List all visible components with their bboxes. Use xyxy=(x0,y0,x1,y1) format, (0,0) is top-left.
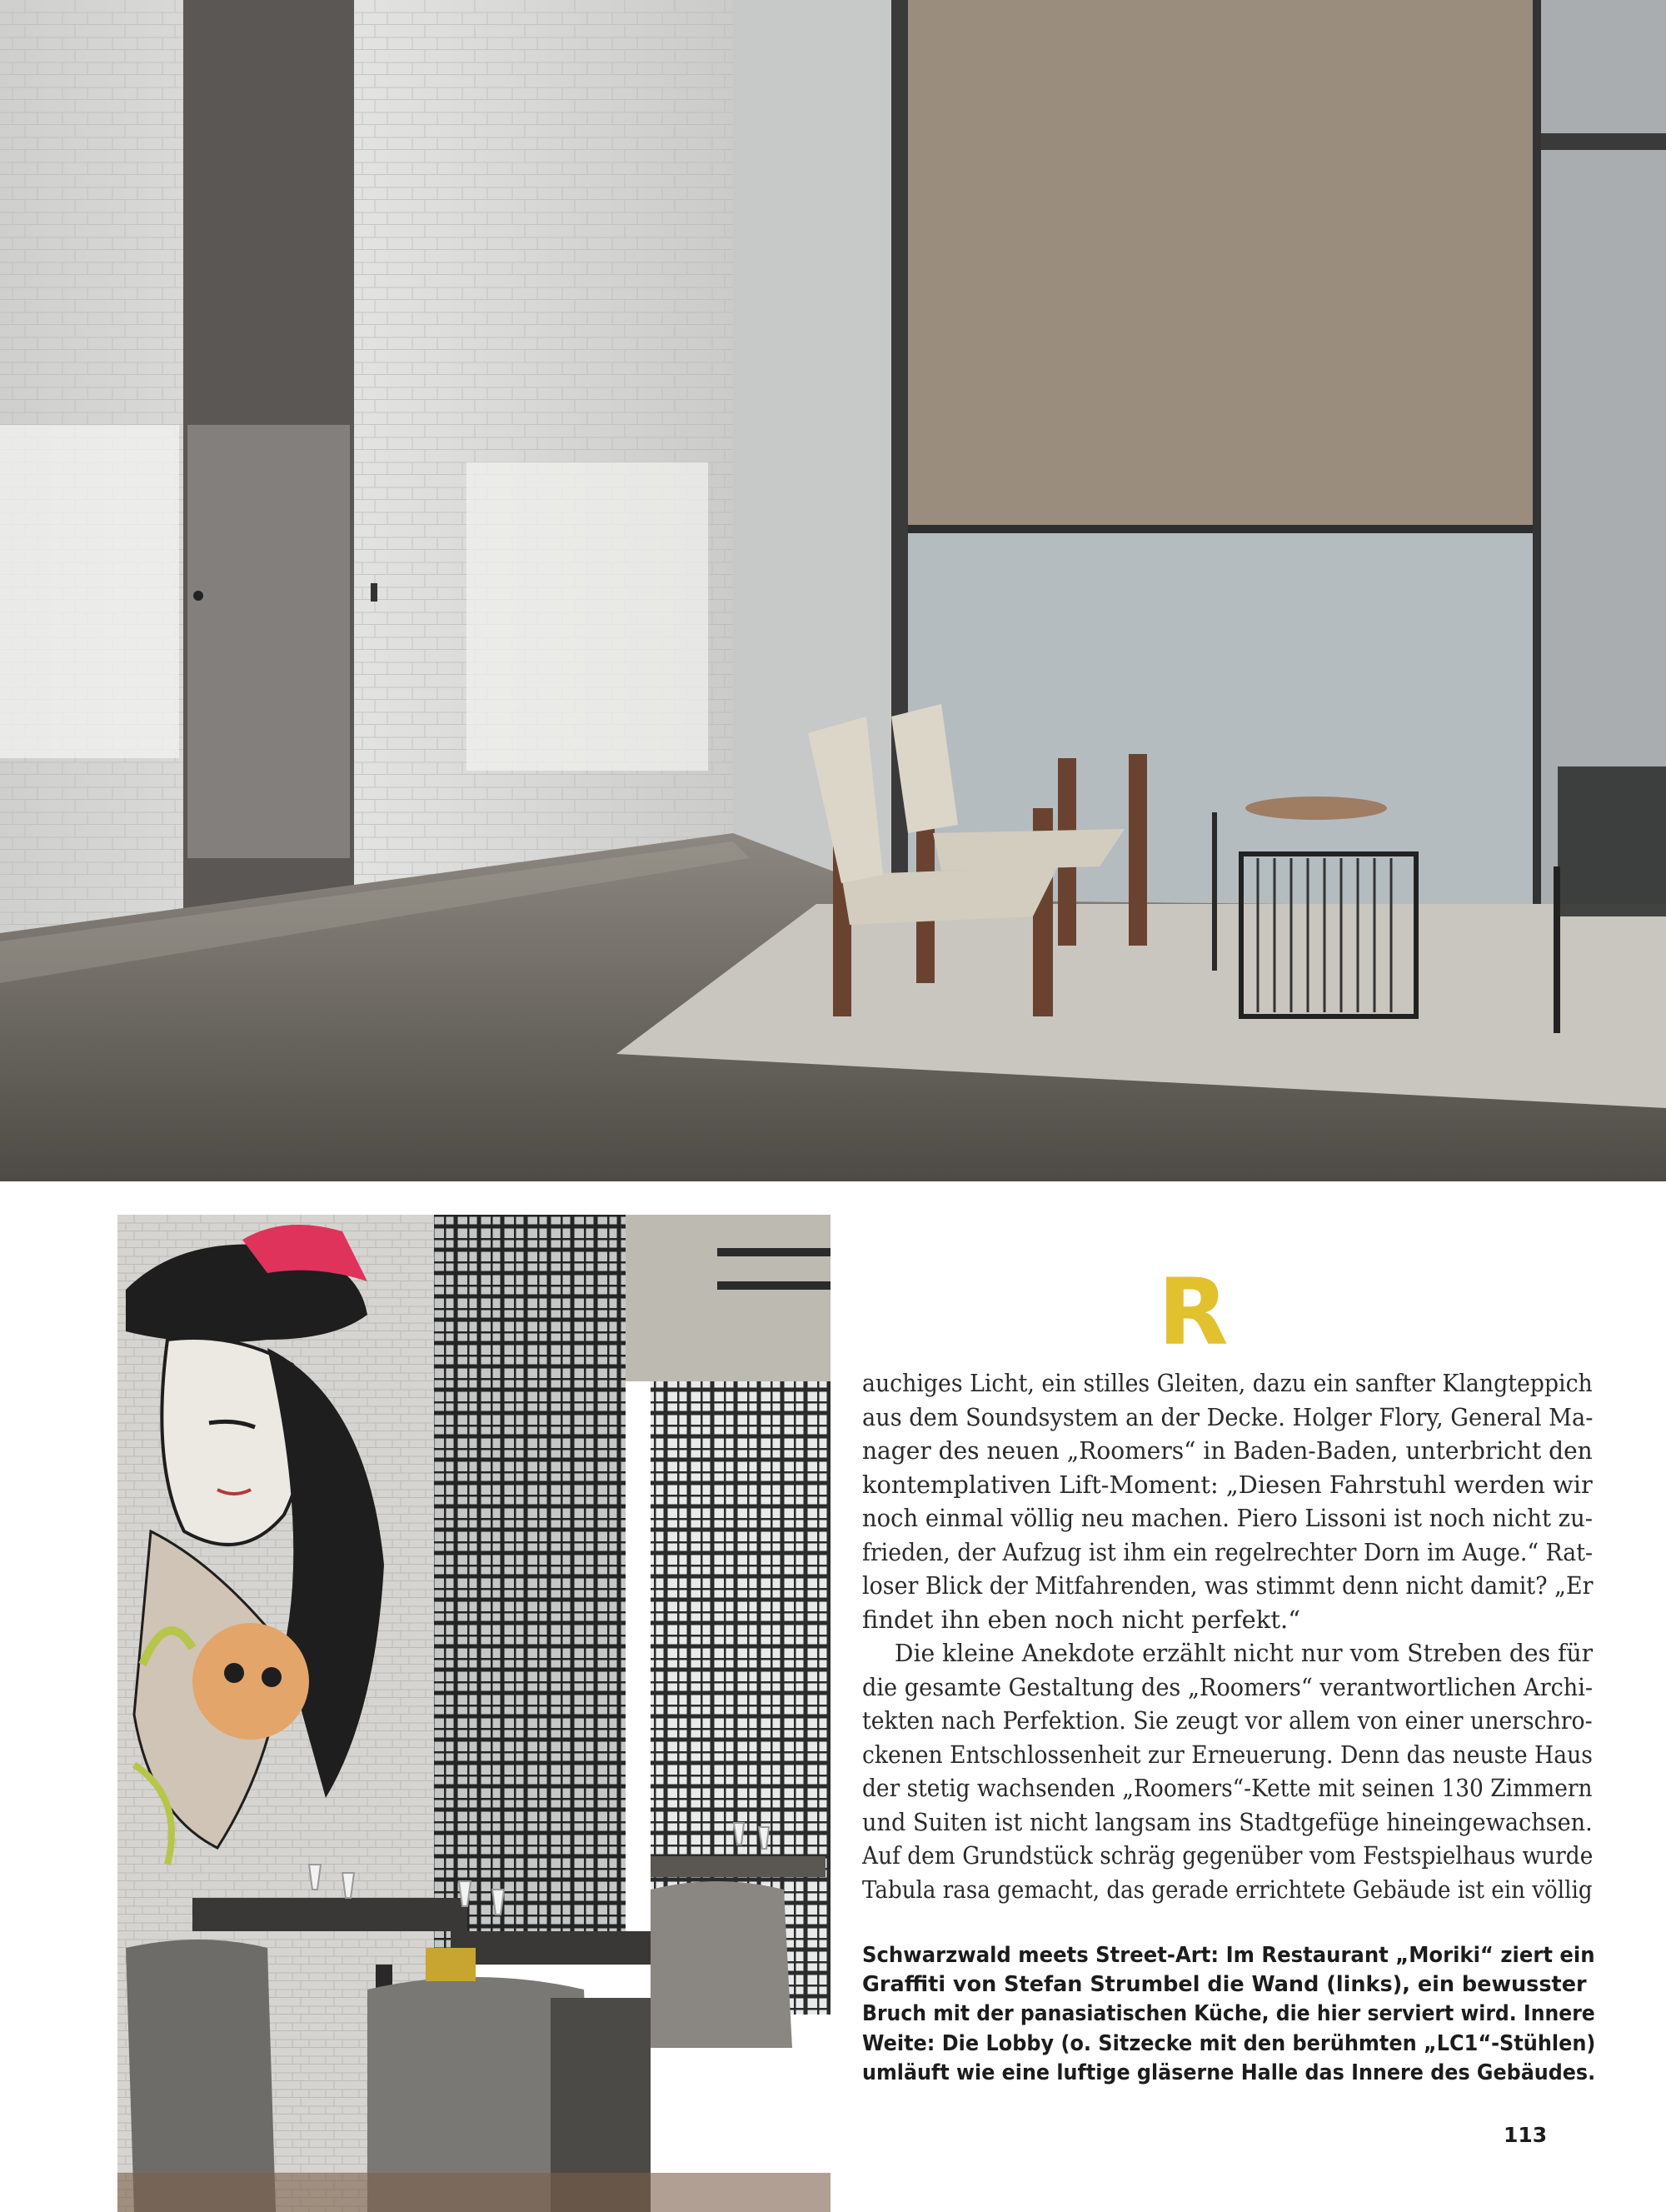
body-line: Tabula rasa gemacht, das gerade errichtete Gebäude ist ein völlig xyxy=(862,1875,1593,1904)
restaurant-photo xyxy=(117,1215,831,2212)
article-body xyxy=(862,1366,1593,1906)
caption-line: Graffiti von Stefan Strumbel die Wand (links), ein bewusster xyxy=(862,1972,1587,1998)
body-line: die gesamte Gestaltung des „Roomers“ verantwortlichen Archi- xyxy=(862,1672,1594,1701)
body-line: auchiges Licht, ein stilles Gleiten, dazu ein sanfter Klangteppich xyxy=(862,1369,1593,1397)
body-line: nager des neuen „Roomers“ in Baden-Baden, unterbricht den xyxy=(862,1436,1593,1465)
body-line: aus dem Soundsystem an der Decke. Holger Flory, General Ma- xyxy=(862,1402,1594,1431)
body-line: loser Blick der Mitfahrenden, was stimmt denn nicht damit? „Er xyxy=(862,1571,1594,1600)
body-line: der stetig wachsenden „Roomers“-Kette mit seinen 130 Zimmern xyxy=(862,1774,1593,1802)
body-line: kontemplativen Lift-Moment: „Diesen Fahrstuhl werden wir xyxy=(862,1470,1593,1499)
body-line: Die kleine Anekdote erzählt nicht nur vom Streben des für xyxy=(894,1639,1594,1667)
body-line: und Suiten ist nicht langsam ins Stadtgefüge hineingewachsen. xyxy=(862,1807,1593,1836)
caption-line: Schwarzwald meets Street-Art: Im Restaurant „Moriki“ ziert ein xyxy=(862,1943,1595,1968)
body-line: frieden, der Aufzug ist ihm ein regelrechter Dorn im Auge.“ Rat- xyxy=(862,1537,1593,1566)
caption-line: Weite: Die Lobby (o. Sitzecke mit den berühmten „LC1“-Stühlen) xyxy=(862,2030,1596,2056)
body-line: noch einmal völlig neu machen. Piero Lissoni ist noch nicht zu- xyxy=(862,1504,1594,1532)
caption-line: umläuft wie eine luftige gläserne Halle das Innere des Gebäudes. xyxy=(862,2060,1596,2085)
body-line: ckenen Entschlossenheit zur Erneuerung. Denn das neuste Haus xyxy=(862,1740,1593,1769)
caption-line: Bruch mit der panasiatischen Küche, die hier serviert wird. Innere xyxy=(862,2001,1595,2027)
body-line: Auf dem Grundstück schräg gegenüber vom Festspielhaus wurde xyxy=(862,1841,1594,1870)
dining-table xyxy=(192,1898,467,1931)
drop-cap: R xyxy=(1158,1259,1229,1366)
page-number: 113 xyxy=(1504,2123,1548,2147)
dining-chair xyxy=(126,1940,276,2212)
body-line: tekten nach Perfektion. Sie zeugt vor allem von einer unerschro- xyxy=(862,1706,1593,1735)
body-line: findet ihn eben noch nicht perfekt.“ xyxy=(862,1605,1301,1634)
photo-caption xyxy=(862,1941,1595,2088)
bronze-panel xyxy=(908,0,1533,525)
